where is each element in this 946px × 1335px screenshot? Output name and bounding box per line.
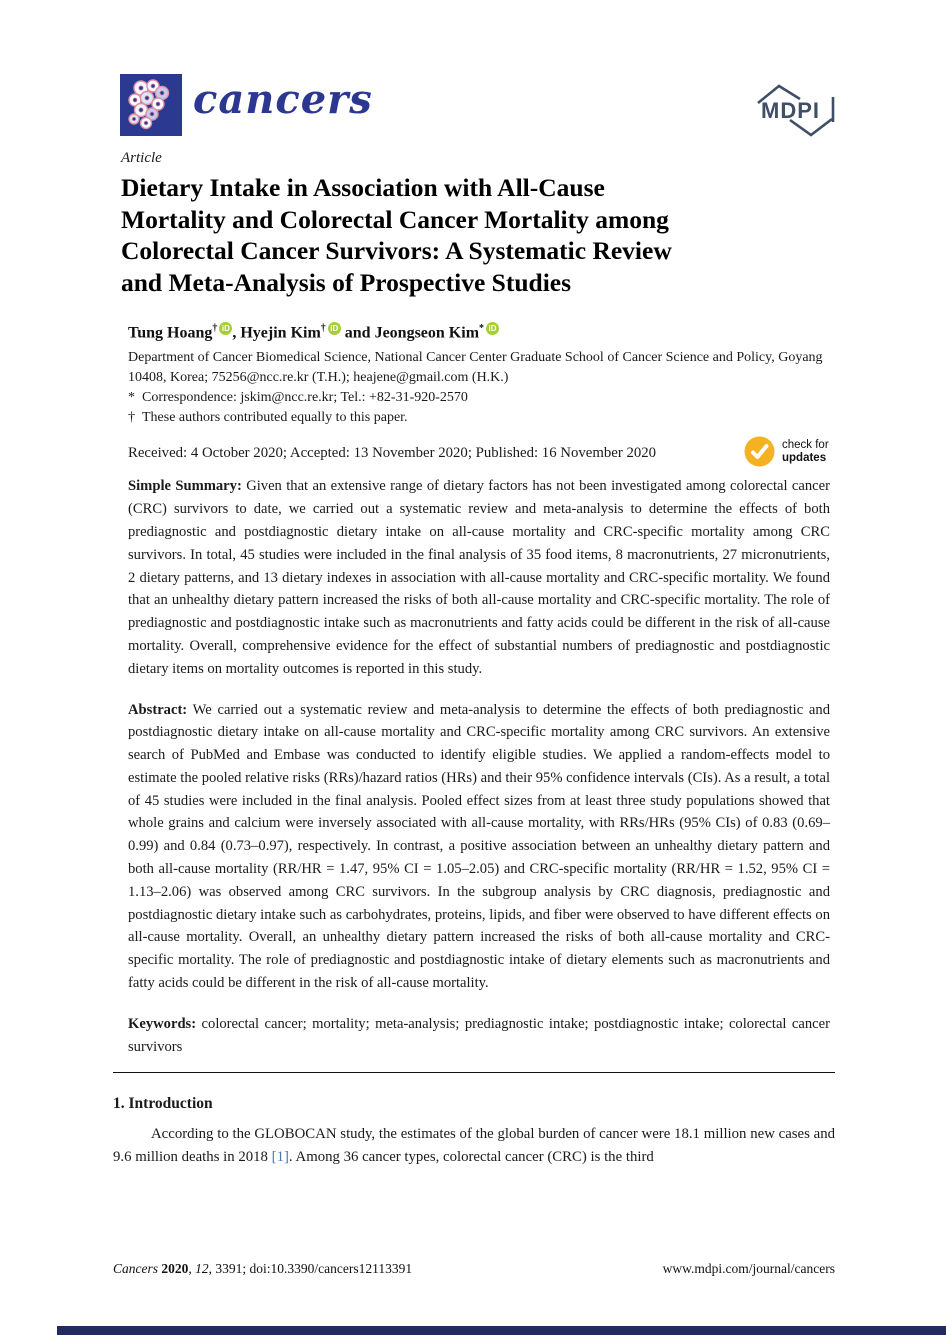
orcid-icon[interactable]: iD xyxy=(486,322,499,335)
title-line: and Meta-Analysis of Prospective Studies xyxy=(121,267,572,297)
title-line: Dietary Intake in Association with All-Cause xyxy=(121,173,605,202)
title-line: Mortality and Colorectal Cancer Mortality among xyxy=(121,204,669,234)
contribution-marker: † xyxy=(128,409,135,425)
author-mark: * xyxy=(479,323,485,334)
abstract xyxy=(128,699,830,995)
keywords-label: Keywords: xyxy=(128,1015,197,1032)
introduction-text: . Among 36 cancer types, colorectal cancer (CRC) is the third xyxy=(288,1149,654,1166)
affiliation-text: Department of Cancer Biomedical Science, National Cancer Center Graduate School of Cancer Science and Policy, Goyang 10408, Korea; 75256@ncc.re.kr (T.H.); heajene@gmail.com (H.K.) xyxy=(128,350,823,385)
footer-journal: Cancers xyxy=(113,1261,158,1276)
page-title xyxy=(121,172,761,298)
author-list xyxy=(128,322,835,342)
keywords xyxy=(128,1013,830,1059)
keywords-text: colorectal cancer; mortality; meta-analysis; prediagnostic intake; postdiagnostic intake; colorectal cancer survivors xyxy=(128,1015,830,1055)
dates-line: Received: 4 October 2020; Accepted: 13 November 2020; Published: 16 November 2020 xyxy=(128,445,657,462)
affiliation-block xyxy=(128,348,828,427)
simple-summary xyxy=(128,475,830,680)
reference-link[interactable]: [1] xyxy=(271,1149,289,1166)
bottom-page-bar xyxy=(57,1326,946,1335)
simple-summary-text: Given that an extensive range of dietary factors has not been investigated among colorectal cancer (CRC) survivors to date, we carried out a systematic review and meta-analysis to determine the effects of both prediagnostic and postdiagnostic dietary intake on all-cause mortality and CRC-specific mortality among CRC survivors. In total, 45 studies were included in the final analysis of 35 food items, 8 macronutrients, 27 micronutrients, 2 dietary patterns, and 13 dietary indexes in association with all-cause mortality and CRC-specific mortality. We found that an unhealthy dietary pattern increased the risks of both all-cause mortality and CRC-specific mortality. The role of prediagnostic and postdiagnostic intake such as macronutrients and fatty acids could be different in the risk of all-cause mortality. Overall, comprehensive evidence for the effect of substantial numbers of prediagnostic and postdiagnostic dietary items on mortality outcomes is reported in this study. xyxy=(128,478,830,677)
introduction-paragraph xyxy=(113,1123,835,1169)
check-updates-label xyxy=(782,439,829,465)
cancers-logo xyxy=(120,74,182,136)
author-separator: , xyxy=(232,324,241,342)
author-separator: and xyxy=(340,324,375,342)
article-body xyxy=(113,149,835,1169)
introduction-text: According to the GLOBOCAN study, the estimates of the global burden of cancer were 18.1 million new cases and 9.6 million deaths in 2018 xyxy=(113,1126,835,1166)
abstract-text: We carried out a systematic review and meta-analysis to determine the effects of both prediagnostic and postdiagnostic dietary intake on all-cause mortality and CRC-specific mortality among CRC survivors. An extensive search of PubMed and Embase was conducted to identify eligible studies. We applied a random-effects model to estimate the pooled relative risks (RRs)/hazard ratios (HRs) and their 95% confidence intervals (CIs). As a result, a total of 45 studies were included in the final analysis. Pooled effect sizes from at least three study populations showed that whole grains and calcium were inversely associated with all-cause mortality, with RRs/HRs (95% CIs) of 0.83 (0.69–0.99) and 0.84 (0.73–0.97), respectively. In contrast, a positive association between an unhealthy dietary pattern and both all-cause mortality (RR/HR = 1.47, 95% CI = 1.05–2.05) and CRC-specific mortality (RR/HR = 1.52, 95% CI = 1.13–2.06) was observed among CRC survivors. In the subgroup analysis by CRC diagnosis, prediagnostic and postdiagnostic dietary intake such as carbohydrates, proteins, lipids, and fiber were observed to have different effects on all-cause mortality. Overall, an unhealthy dietary pattern increased the risks of both all-cause mortality and CRC-specific mortality. The role of prediagnostic and postdiagnostic intake of dietary elements such as macronutrients and fatty acids could be different in the risk of all-cause mortality. xyxy=(128,701,830,992)
footer-doi[interactable]: , 3391; doi:10.3390/cancers12113391 xyxy=(208,1261,413,1276)
author-mark: † xyxy=(212,323,218,334)
abstract-label: Abstract: xyxy=(128,701,188,718)
footer-journal-url[interactable]: www.mdpi.com/journal/cancers xyxy=(662,1261,835,1276)
cancers-cells-icon xyxy=(120,74,182,136)
title-line: Colorectal Cancer Survivors: A Systematic Review xyxy=(121,236,672,265)
footer-citation xyxy=(113,1261,412,1277)
author-name: Hyejin Kim xyxy=(240,324,321,342)
simple-summary-label: Simple Summary: xyxy=(128,478,242,495)
footer-sep: , xyxy=(188,1261,196,1276)
journal-wordmark: cancers xyxy=(193,76,373,123)
section-divider xyxy=(113,1072,835,1073)
mdpi-logo-icon xyxy=(752,82,838,143)
contribution-line xyxy=(128,408,828,428)
check-for-updates-badge[interactable] xyxy=(744,436,829,467)
correspondence-text: Correspondence: jskim@ncc.re.kr; Tel.: +82-31-920-2570 xyxy=(142,390,468,406)
correspondence-line xyxy=(128,388,828,408)
check-updates-icon xyxy=(744,436,775,467)
author-name: Jeongseon Kim xyxy=(374,324,480,342)
orcid-icon[interactable]: iD xyxy=(328,322,341,335)
contribution-text: These authors contributed equally to this paper. xyxy=(142,409,408,425)
check-updates-line2: updates xyxy=(782,451,827,464)
author-name: Tung Hoang xyxy=(128,324,213,342)
correspondence-marker: * xyxy=(128,390,135,406)
check-updates-line1: check for xyxy=(782,438,829,451)
footer-year: 2020 xyxy=(158,1261,189,1276)
author-mark: † xyxy=(320,323,326,334)
section-heading-introduction: 1. Introduction xyxy=(113,1095,213,1113)
page-footer xyxy=(113,1261,835,1277)
footer-volume: 12 xyxy=(195,1261,209,1276)
svg-text:MDPI: MDPI xyxy=(761,98,820,123)
orcid-icon[interactable]: iD xyxy=(219,322,232,335)
article-type-label: Article xyxy=(121,150,162,166)
